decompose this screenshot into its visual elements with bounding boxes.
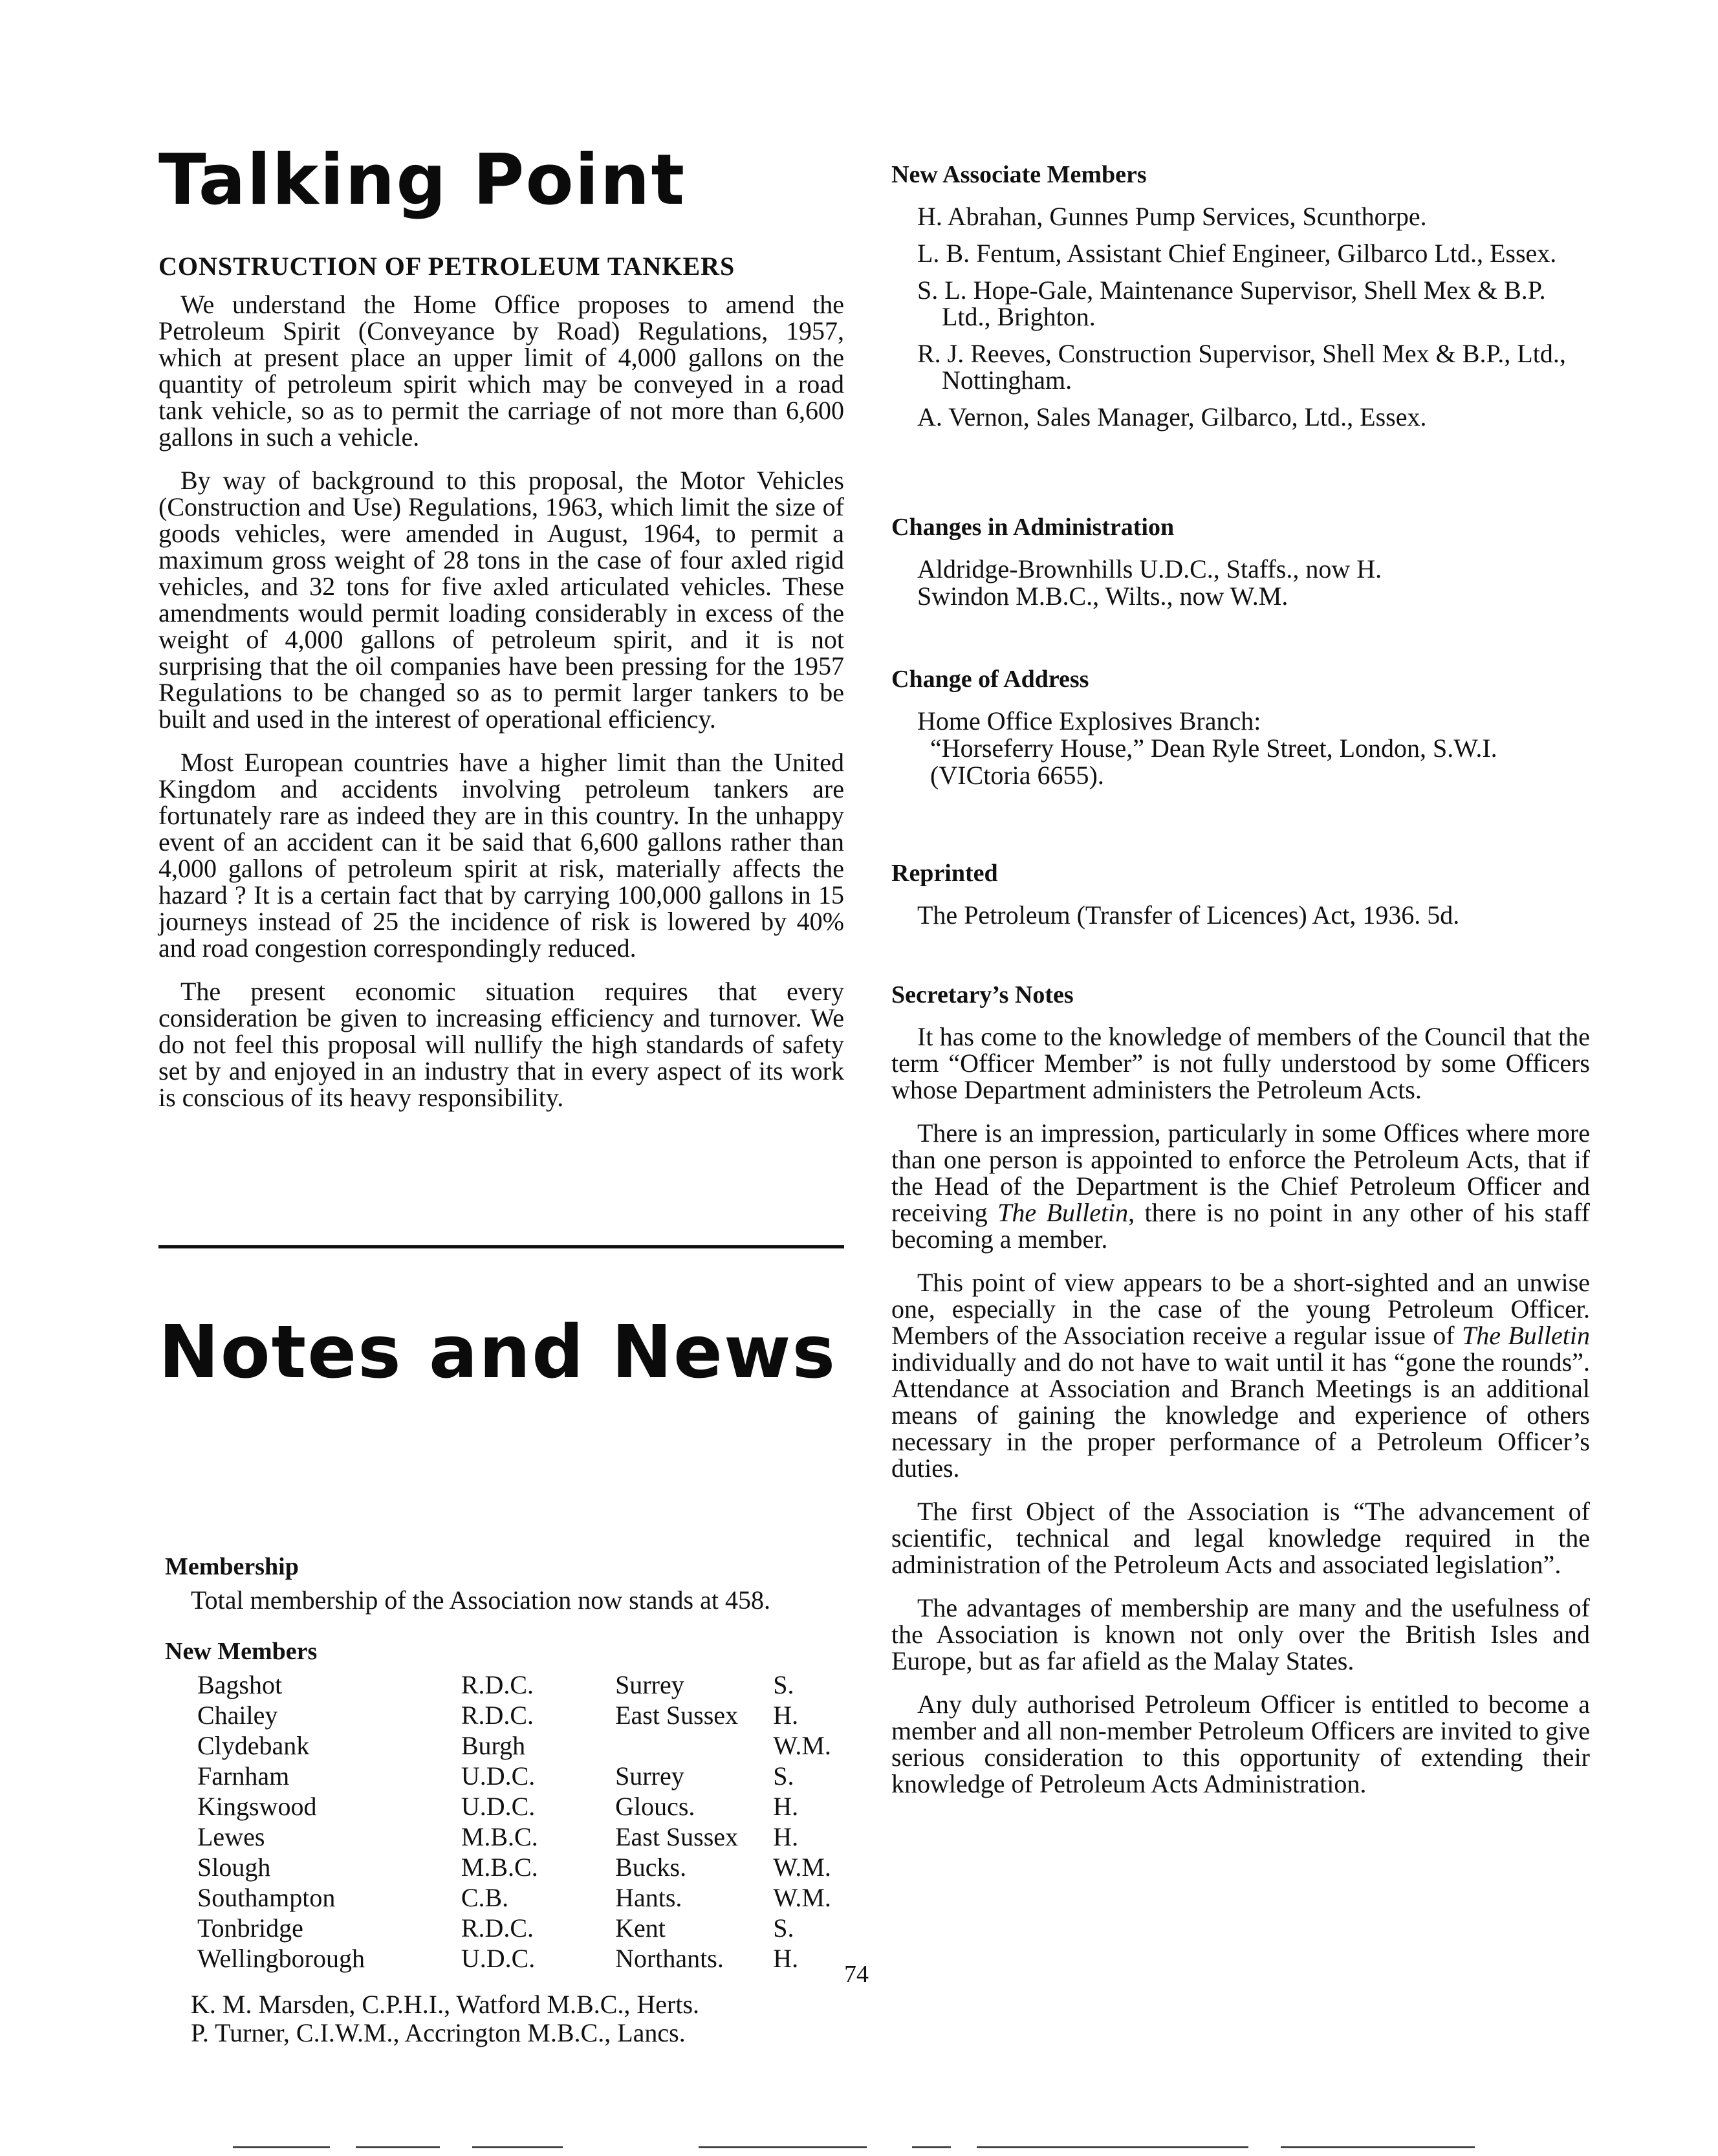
talking-point-paragraph-4: The present economic situation requires that every consideration be given to increasing efficiency and turnover. We do not feel this proposal will nullify the high standards of safety set by and enjoyed in an industry that in every aspect of its work is conscious of its heavy responsibility. xyxy=(158,977,844,1112)
member-region-cell: W.M. xyxy=(773,1731,831,1760)
member-county-cell: Surrey xyxy=(615,1761,684,1791)
member-name-cell: Bagshot xyxy=(197,1670,283,1699)
talking-point-title: Talking Point xyxy=(158,140,686,221)
address-line-1: Home Office Explosives Branch: xyxy=(917,706,1261,735)
individual-member: P. Turner, C.I.W.M., Accrington M.B.C., Lancs. xyxy=(191,2018,686,2047)
member-name-cell: Wellingborough xyxy=(197,1944,365,1973)
address-label: Change of Address xyxy=(891,666,1089,693)
associate-member-item: L. B. Fentum, Assistant Chief Engineer, Gilbarco Ltd., Essex. xyxy=(917,239,1557,268)
table-row xyxy=(197,1700,844,1730)
section-divider xyxy=(158,1245,844,1248)
associate-member-item: A. Vernon, Sales Manager, Gilbarco, Ltd., Essex. xyxy=(917,402,1427,431)
member-county-cell xyxy=(615,1730,773,1761)
member-county-cell: Gloucs. xyxy=(615,1792,695,1821)
secretary-paragraph-5: The advantages of membership are many and the usefulness of the Association is known not only over the British Isles and Europe, but as far afield as the Malay States. xyxy=(891,1593,1590,1675)
address-section xyxy=(891,665,1590,789)
reprinted-text: The Petroleum (Transfer of Licences) Act, 1936. 5d. xyxy=(917,900,1460,930)
membership-total: Total membership of the Association now stands at 458. xyxy=(191,1585,770,1615)
member-region-cell: H. xyxy=(773,1792,799,1821)
reprinted-label: Reprinted xyxy=(891,860,998,887)
associate-member-item: R. J. Reeves, Construction Supervisor, Shell Mex & B.P., Ltd., Nottingham. xyxy=(917,339,1566,395)
member-name-cell: Chailey xyxy=(197,1701,278,1730)
individual-member: K. M. Marsden, C.P.H.I., Watford M.B.C., Herts. xyxy=(191,1990,700,2019)
administration-label: Changes in Administration xyxy=(891,514,1175,541)
table-row xyxy=(197,1730,844,1761)
member-region-cell: H. xyxy=(773,1822,799,1851)
secretary-notes-label: Secretary’s Notes xyxy=(891,981,1074,1008)
notes-and-news-title: Notes and News xyxy=(158,1311,837,1395)
address-line-2: “Horseferry House,” Dean Ryle Street, London, S.W.I. (VICtoria 6655). xyxy=(930,734,1497,790)
associate-member-item: S. L. Hope-Gale, Maintenance Supervisor, Shell Mex & B.P. Ltd., Brighton. xyxy=(917,276,1546,331)
member-region-cell: W.M. xyxy=(773,1883,831,1912)
table-row xyxy=(197,1791,844,1822)
member-type-cell: U.D.C. xyxy=(461,1792,536,1821)
member-name-cell: Farnham xyxy=(197,1761,290,1791)
member-name-cell: Lewes xyxy=(197,1822,265,1851)
talking-point-body xyxy=(158,291,844,1127)
bottom-edge-marks xyxy=(233,2146,1527,2149)
member-name-cell: Kingswood xyxy=(197,1792,317,1821)
member-region-cell: S. xyxy=(773,1913,794,1943)
member-county-cell: Northants. xyxy=(615,1944,724,1973)
secretary-notes-section xyxy=(891,981,1590,1814)
table-row xyxy=(197,1913,844,1943)
member-county-cell: East Sussex xyxy=(615,1822,739,1851)
member-type-cell: R.D.C. xyxy=(461,1701,534,1730)
table-row xyxy=(197,1882,844,1913)
member-region-cell: H. xyxy=(773,1701,799,1730)
associate-member-item: H. Abrahan, Gunnes Pump Services, Scunthorpe. xyxy=(917,202,1427,231)
member-type-cell: C.B. xyxy=(461,1883,509,1912)
talking-point-paragraph-3: Most European countries have a higher limit than the United Kingdom and accidents involving petroleum tankers are fortunately rare as indeed they are in this country. In the unhappy event of an accident can it be said that 6,600 gallons rather than 4,000 gallons of petroleum spirit at risk, materially affects the hazard ? It is a certain fact that by carrying 100,000 gallons in 15 journeys instead of 25 the incidence of risk is lowered by 40% and road congestion correspondingly reduced. xyxy=(158,748,844,963)
reprinted-section xyxy=(891,859,1590,929)
table-row xyxy=(197,1822,844,1852)
member-region-cell: H. xyxy=(773,1944,799,1973)
member-type-cell: U.D.C. xyxy=(461,1761,536,1791)
administration-item: Aldridge-Brownhills U.D.C., Staffs., now H. xyxy=(917,554,1382,583)
secretary-paragraph-2: There is an impression, particularly in some Offices where more than one person is appointed to enforce the Petroleum Acts, that if the Head of the Department is the Chief Petroleum Officer and receiving The Bulletin, there is no point in any other of his staff becoming a member. xyxy=(891,1118,1590,1254)
member-type-cell: Burgh xyxy=(461,1731,526,1760)
member-county-cell: Kent xyxy=(615,1913,666,1943)
member-county-cell: East Sussex xyxy=(615,1701,739,1730)
new-members-table xyxy=(197,1670,844,1974)
table-row xyxy=(197,1761,844,1791)
talking-point-paragraph-2: By way of background to this proposal, the Motor Vehicles (Construction and Use) Regulations, 1963, which limit the size of goods vehicles, were amended in August, 1964, to permit a maximum gross weight of 28 tons in the case of four axled rigid vehicles, and 32 tons for five axled articulated vehicles. These amendments would permit loading considerably in excess of the weight of 4,000 gallons of petroleum spirit, and it is not surprising that the oil companies have been pressing for the 1957 Regulations to be changed so as to permit larger tankers to be built and used in the interest of operational efficiency. xyxy=(158,466,844,734)
member-name-cell: Southampton xyxy=(197,1883,336,1912)
secretary-paragraph-6: Any duly authorised Petroleum Officer is entitled to become a member and all non-member Petroleum Officers are invited to give serious consideration to this opportunity of extending their knowledge of Petroleum Acts Administration. xyxy=(891,1690,1590,1798)
secretary-paragraph-1: It has come to the knowledge of members of the Council that the term “Officer Member” is not fully understood by some Officers whose Department administers the Petroleum Acts. xyxy=(891,1022,1590,1104)
table-row xyxy=(197,1852,844,1882)
secretary-paragraph-4: The first Object of the Association is “The advancement of scientific, technical and legal knowledge required in the administration of the Petroleum Acts and associated legislation”. xyxy=(891,1497,1590,1579)
member-name-cell: Slough xyxy=(197,1853,271,1882)
individual-members xyxy=(191,1990,844,2047)
table-row xyxy=(197,1943,844,1974)
membership-block xyxy=(165,1552,844,2047)
table-row xyxy=(197,1670,844,1700)
member-region-cell: S. xyxy=(773,1761,794,1791)
new-members-label: New Members xyxy=(165,1638,318,1665)
member-county-cell: Surrey xyxy=(615,1670,684,1699)
member-type-cell: M.B.C. xyxy=(461,1822,538,1851)
membership-label: Membership xyxy=(165,1553,299,1580)
member-name-cell: Tonbridge xyxy=(197,1913,303,1943)
member-type-cell: U.D.C. xyxy=(461,1944,536,1973)
member-type-cell: R.D.C. xyxy=(461,1670,534,1699)
member-county-cell: Bucks. xyxy=(615,1853,687,1882)
member-region-cell: S. xyxy=(773,1670,794,1699)
member-region-cell: W.M. xyxy=(773,1853,831,1882)
member-county-cell: Hants. xyxy=(615,1883,682,1912)
talking-point-paragraph-1: We understand the Home Office proposes to amend the Petroleum Spirit (Conveyance by Road) Regulations, 1957, which at present place an upper limit of 4,000 gallons on the quantity of petroleum spirit which may be conveyed in a road tank vehicle, so as to permit the carriage of not more than 6,600 gallons in such a vehicle. xyxy=(158,290,844,452)
member-name-cell: Clydebank xyxy=(197,1731,310,1760)
member-type-cell: M.B.C. xyxy=(461,1853,538,1882)
administration-section xyxy=(891,513,1590,610)
administration-item: Swindon M.B.C., Wilts., now W.M. xyxy=(917,582,1288,611)
associate-members-section xyxy=(891,160,1590,441)
secretary-paragraph-3: This point of view appears to be a short-sighted and an unwise one, especially in the case of the young Petroleum Officer. Members of the Association receive a regular issue of The Bulletin individually and do not have to wait until it has “gone the rounds”. Attendance at Association and Branch Meetings is an additional means of gaining the knowledge and experience of others necessary in the proper performance of a Petroleum Officer’s duties. xyxy=(891,1268,1590,1483)
page-number: 74 xyxy=(844,1961,869,1988)
associate-members-label: New Associate Members xyxy=(891,161,1147,188)
member-type-cell: R.D.C. xyxy=(461,1913,534,1943)
talking-point-subtitle: CONSTRUCTION OF PETROLEUM TANKERS xyxy=(158,252,735,281)
